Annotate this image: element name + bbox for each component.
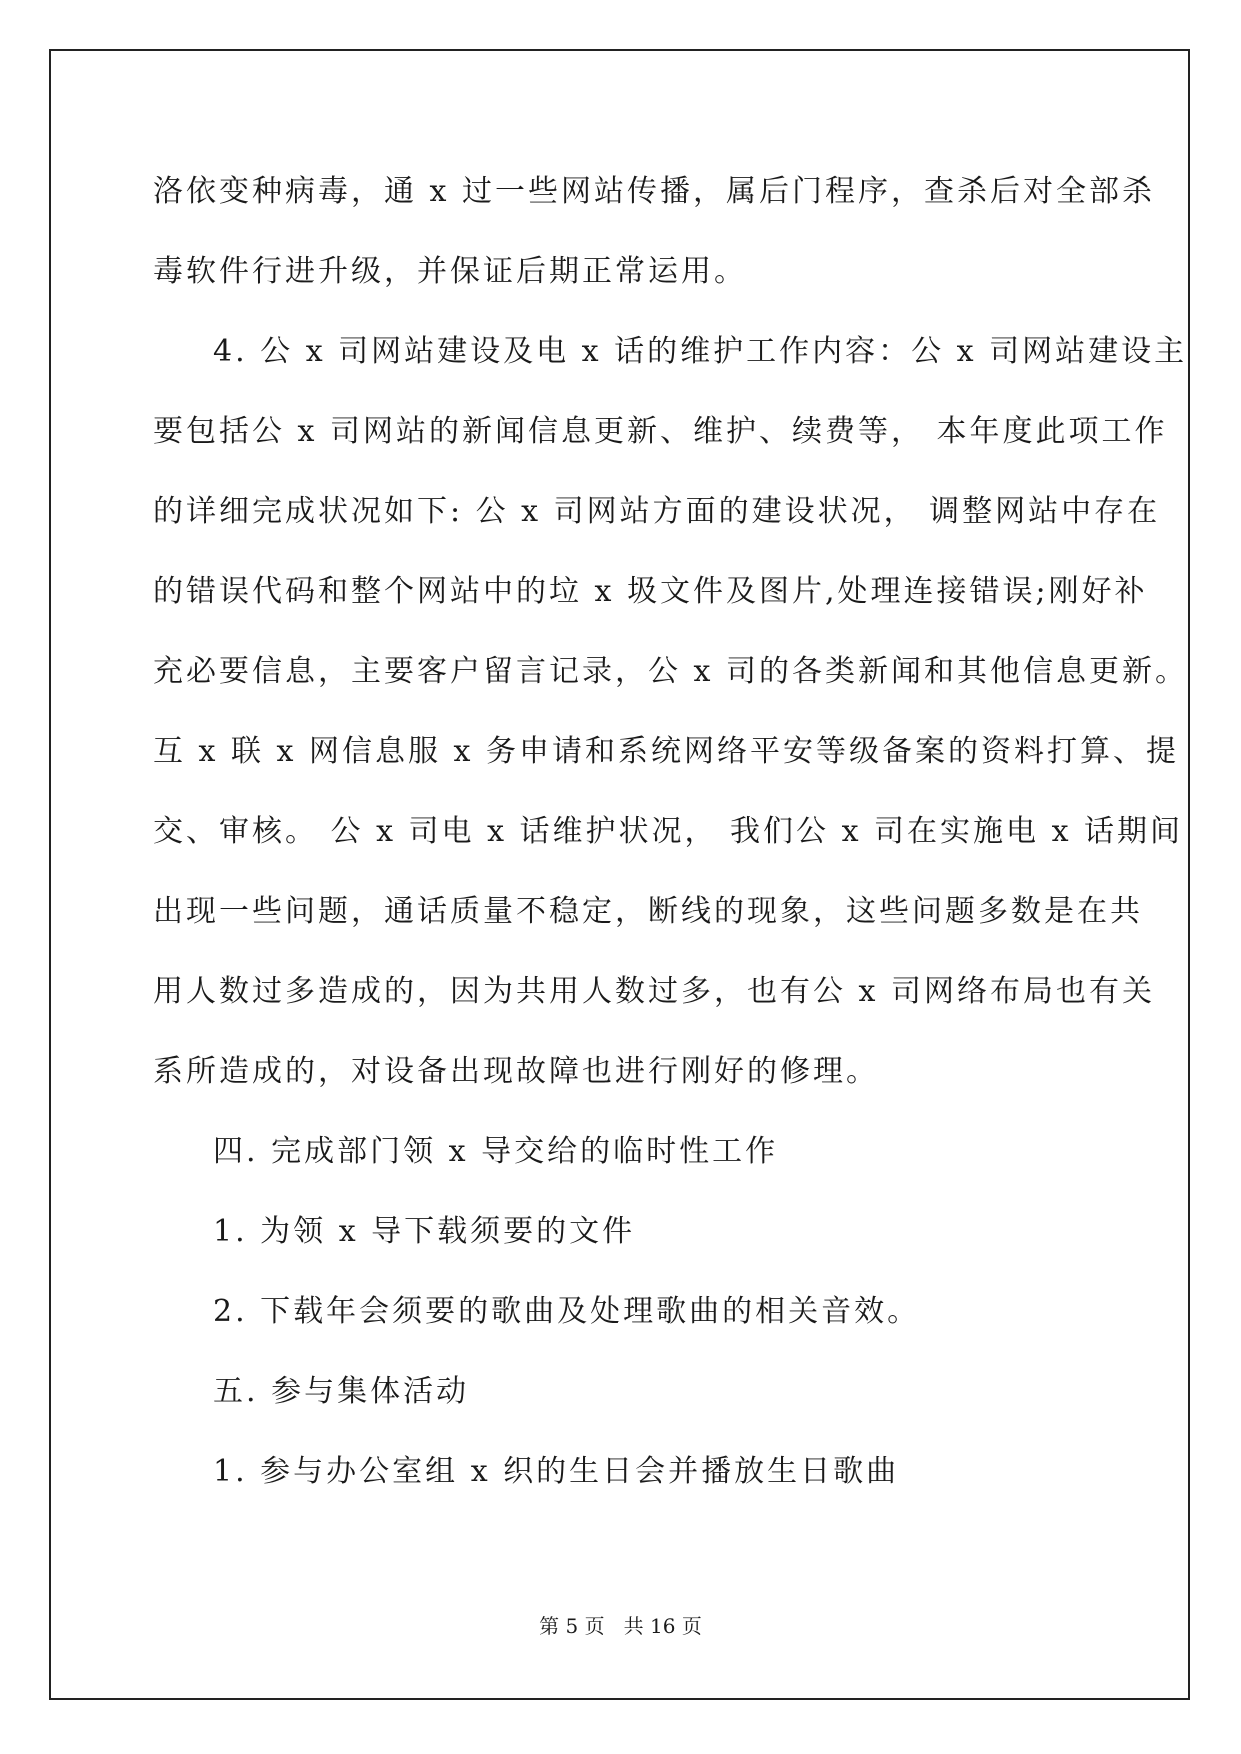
- text-line-8: 互 x 联 x 网信息服 x 务申请和系统网络平安等级备案的资料打算、提: [153, 734, 1179, 769]
- paragraph-4-start: 4. 公 x 司网站建设及电 x 话的维护工作内容：公 x 司网站建设主: [213, 334, 1188, 369]
- text-line-9: 交、审核。 公 x 司电 x 话维护状况， 我们公 x 司在实施电 x 话期间: [153, 814, 1184, 849]
- page-number-footer: 第 5 页 共 16 页: [539, 1614, 702, 1638]
- text-line-6: 的错误代码和整个网站中的垃 x 圾文件及图片,处理连接错误;刚好补: [153, 574, 1148, 609]
- section-heading-4: 四. 完成部门领 x 导交给的临时性工作: [213, 1134, 779, 1169]
- list-item-1: 1. 为领 x 导下载须要的文件: [213, 1214, 636, 1249]
- text-line-12: 系所造成的，对设备出现故障也进行刚好的修理。: [153, 1054, 879, 1089]
- text-line-4: 要包括公 x 司网站的新闻信息更新、维护、续费等， 本年度此项工作: [153, 414, 1168, 449]
- section-heading-5: 五. 参与集体活动: [213, 1374, 470, 1409]
- text-line-7: 充必要信息，主要客户留言记录，公 x 司的各类新闻和其他信息更新。: [153, 654, 1188, 689]
- list-item-3: 1. 参与办公室组 x 织的生日会并播放生日歌曲: [213, 1454, 900, 1489]
- text-line-11: 用人数过多造成的，因为共用人数过多，也有公 x 司网络布局也有关: [153, 974, 1155, 1009]
- text-line-2: 毒软件行进升级，并保证后期正常运用。: [153, 254, 747, 289]
- text-line-5: 的详细完成状况如下: 公 x 司网站方面的建设状况， 调整网站中存在: [153, 494, 1161, 529]
- text-line-1: 洛依变种病毒，通 x 过一些网站传播，属后门程序，查杀后对全部杀: [153, 174, 1155, 209]
- list-item-2: 2. 下载年会须要的歌曲及处理歌曲的相关音效。: [213, 1294, 921, 1329]
- text-line-10: 出现一些问题，通话质量不稳定，断线的现象，这些问题多数是在共: [153, 894, 1143, 929]
